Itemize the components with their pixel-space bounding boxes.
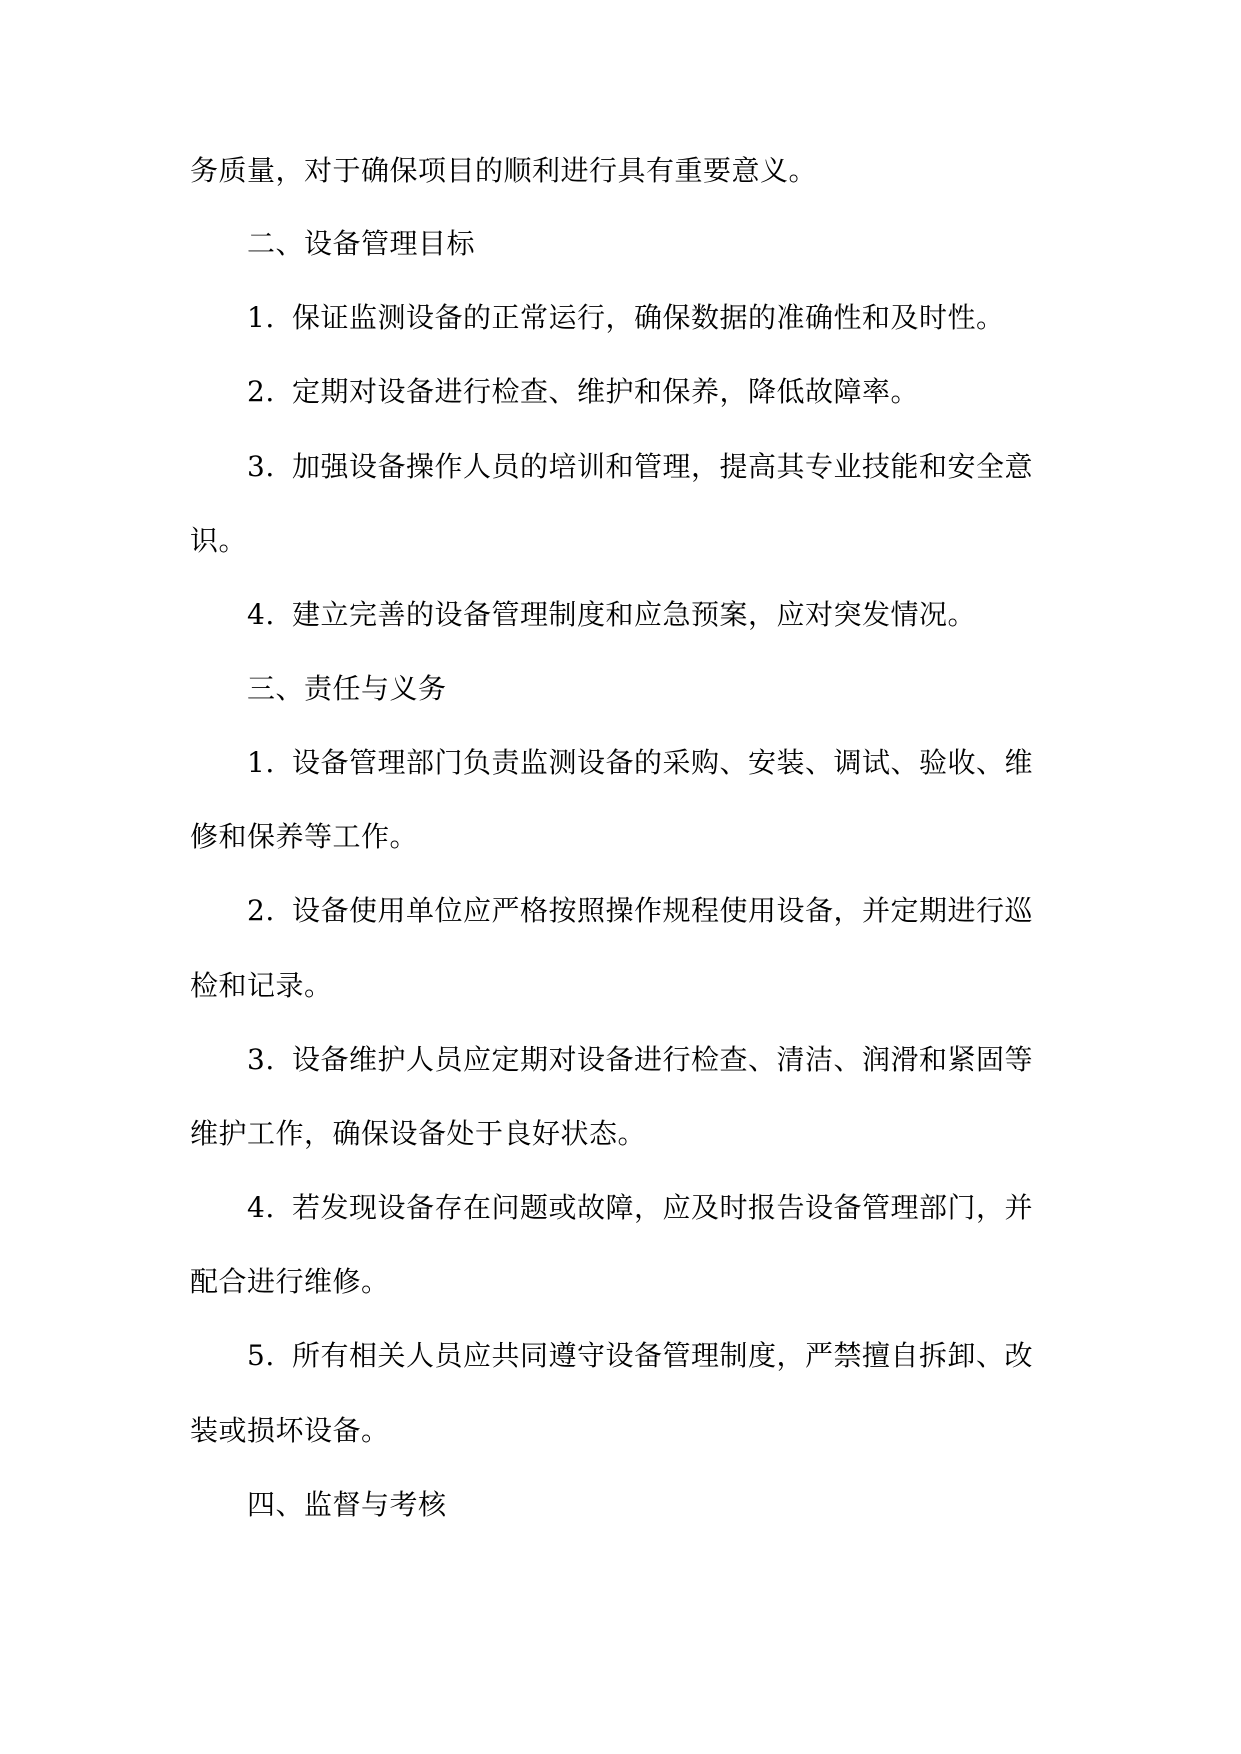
item-number: 3. — [247, 450, 275, 483]
list-item — [247, 595, 1060, 635]
list-item — [247, 372, 1060, 412]
heading-text: 四、监督与考核 — [247, 1488, 447, 1521]
item-number: 3. — [247, 1043, 275, 1076]
line-text: 识。 — [190, 524, 248, 557]
section-heading — [247, 1485, 1060, 1525]
list-item — [247, 1188, 1060, 1228]
item-number: 2. — [247, 375, 275, 408]
item-number: 4. — [247, 1191, 275, 1224]
item-number: 4. — [247, 598, 275, 631]
paragraph-line — [190, 1262, 1060, 1302]
paragraph-line — [190, 1411, 1060, 1451]
item-number: 1. — [247, 301, 275, 334]
paragraph-line — [190, 1114, 1060, 1154]
item-text: 保证监测设备的正常运行，确保数据的准确性和及时性。 — [292, 301, 1005, 334]
list-item — [247, 447, 1060, 487]
item-text: 定期对设备进行检查、维护和保养，降低故障率。 — [292, 375, 920, 408]
item-text: 建立完善的设备管理制度和应急预案，应对突发情况。 — [292, 598, 977, 631]
line-text: 维护工作，确保设备处于良好状态。 — [190, 1117, 647, 1150]
item-text: 设备管理部门负责监测设备的采购、安装、调试、验收、维 — [292, 746, 1034, 779]
list-item — [247, 1336, 1060, 1376]
line-text: 配合进行维修。 — [190, 1265, 390, 1298]
line-text: 修和保养等工作。 — [190, 820, 419, 853]
paragraph-line — [190, 817, 1060, 857]
item-number: 5. — [247, 1339, 275, 1372]
paragraph-line — [190, 966, 1060, 1006]
item-text: 加强设备操作人员的培训和管理，提高其专业技能和安全意 — [292, 450, 1034, 483]
heading-text: 三、责任与义务 — [247, 672, 447, 705]
list-item — [247, 743, 1060, 783]
item-number: 1. — [247, 746, 275, 779]
paragraph-line — [190, 151, 1060, 191]
paragraph-line — [190, 521, 1060, 561]
list-item — [247, 891, 1060, 931]
section-heading — [247, 669, 1060, 709]
item-text: 若发现设备存在问题或故障，应及时报告设备管理部门，并 — [292, 1191, 1034, 1224]
list-item — [247, 298, 1060, 338]
section-heading — [247, 224, 1060, 264]
item-number: 2. — [247, 894, 275, 927]
list-item — [247, 1040, 1060, 1080]
line-text: 务质量，对于确保项目的顺利进行具有重要意义。 — [190, 154, 818, 187]
item-text: 设备维护人员应定期对设备进行检查、清洁、润滑和紧固等 — [292, 1043, 1034, 1076]
heading-text: 二、设备管理目标 — [247, 227, 476, 260]
item-text: 所有相关人员应共同遵守设备管理制度，严禁擅自拆卸、改 — [292, 1339, 1034, 1372]
item-text: 设备使用单位应严格按照操作规程使用设备，并定期进行巡 — [292, 894, 1034, 927]
line-text: 检和记录。 — [190, 969, 333, 1002]
line-text: 装或损坏设备。 — [190, 1414, 390, 1447]
